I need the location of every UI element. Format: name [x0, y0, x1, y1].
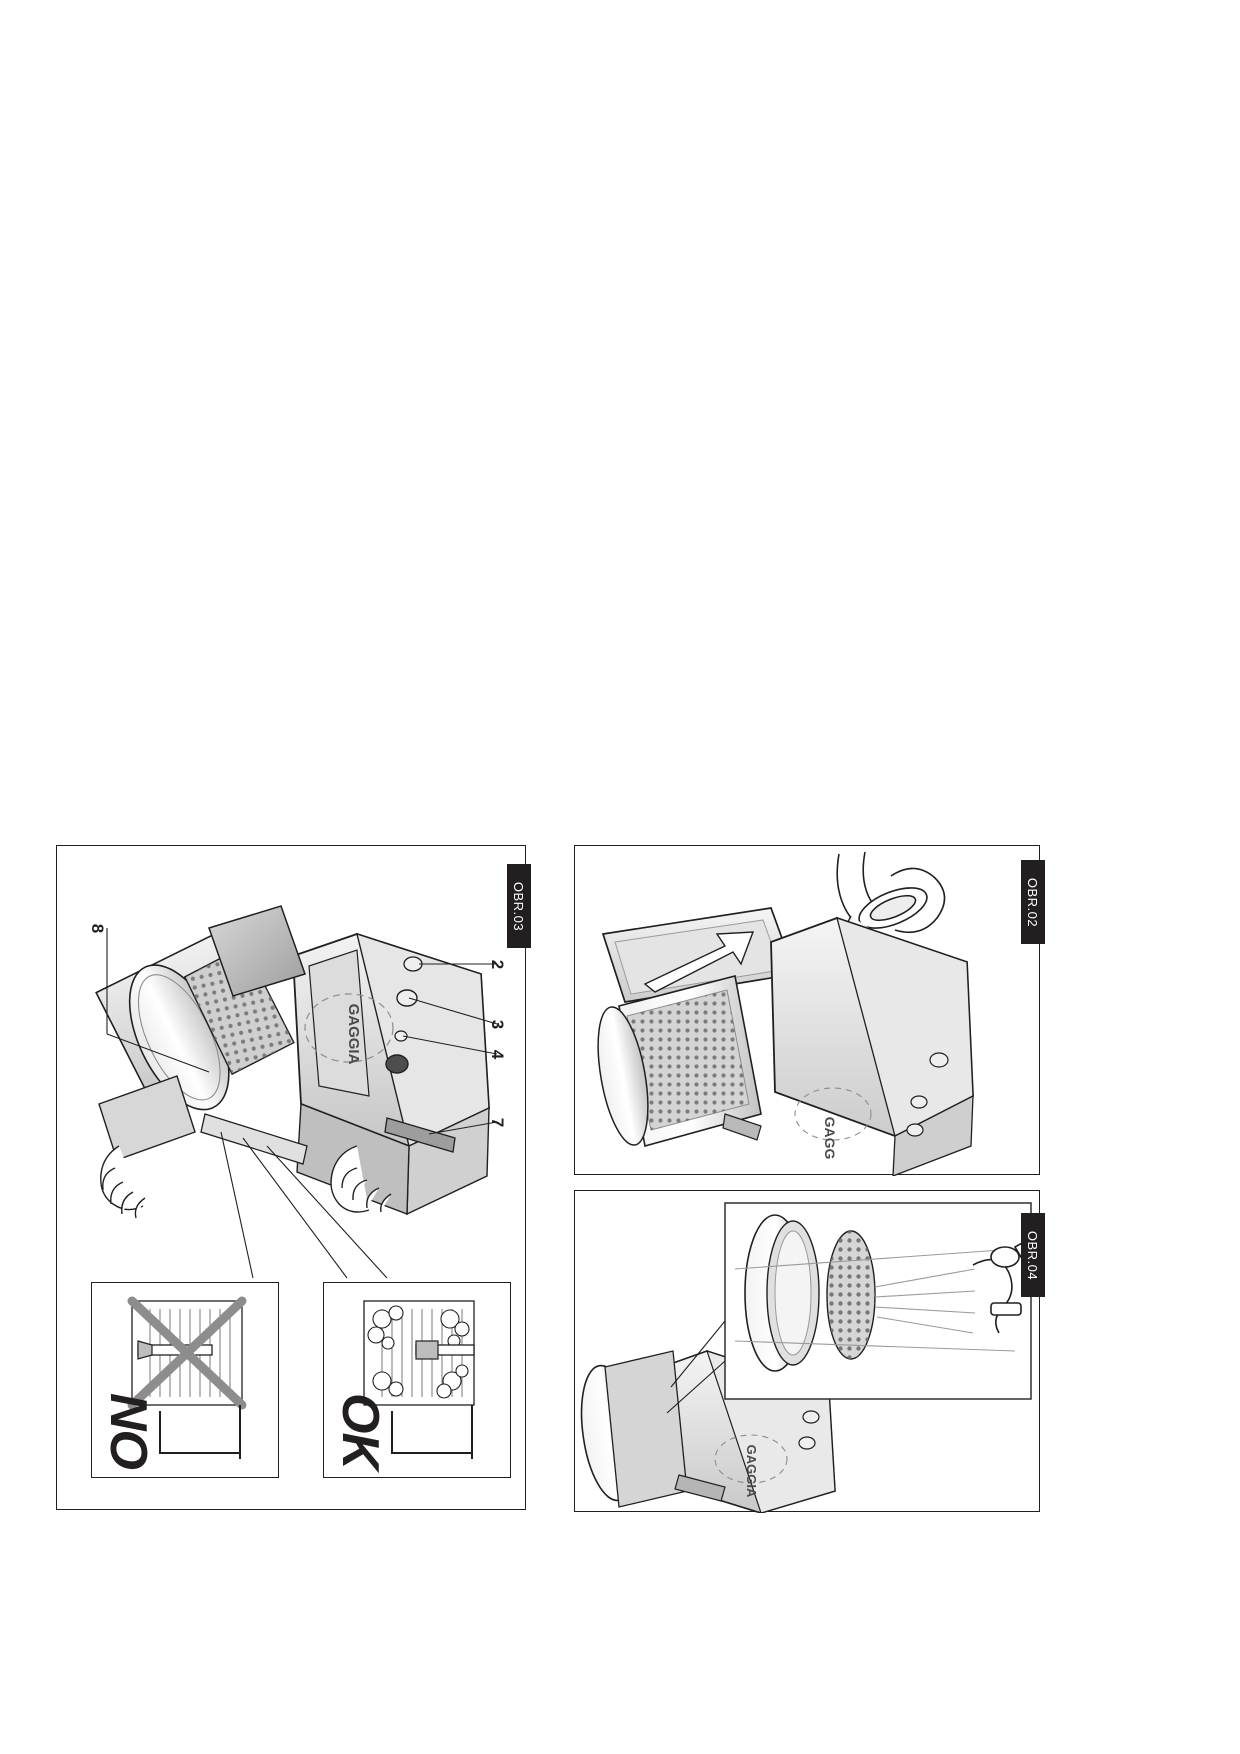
- obr03-label-text: OBR.03: [511, 881, 527, 931]
- inset-no: [91, 1282, 279, 1478]
- obr04-label-tab: [1021, 1213, 1045, 1297]
- obr03-label-tab: [507, 864, 531, 948]
- svg-text:GAGGIA: GAGGIA: [345, 1003, 362, 1065]
- obr02-label-text: OBR.02: [1025, 877, 1041, 927]
- obr02-illustration: [575, 846, 1041, 1176]
- panel-obr04: [574, 1190, 1040, 1512]
- panel-obr02: [574, 845, 1040, 1175]
- callout-2: 2: [488, 959, 508, 970]
- obr04-brand-text: GAGGIA: [744, 1444, 759, 1498]
- obr04-label-text: OBR.04: [1025, 1230, 1041, 1280]
- callout-3: 3: [488, 1019, 508, 1030]
- inset-ok: [323, 1282, 511, 1478]
- callout-8: 8: [88, 923, 108, 934]
- panel-obr03: [56, 845, 526, 1510]
- obr02-label-tab: [1021, 860, 1045, 944]
- obr04-illustration: [575, 1191, 1041, 1513]
- callout-4: 4: [488, 1049, 508, 1060]
- obr02-brand-text: GAGG: [822, 1116, 838, 1160]
- callout-7: 7: [488, 1117, 508, 1128]
- inset-ok-label: OK: [331, 1393, 389, 1469]
- inset-no-label: NO: [99, 1393, 157, 1469]
